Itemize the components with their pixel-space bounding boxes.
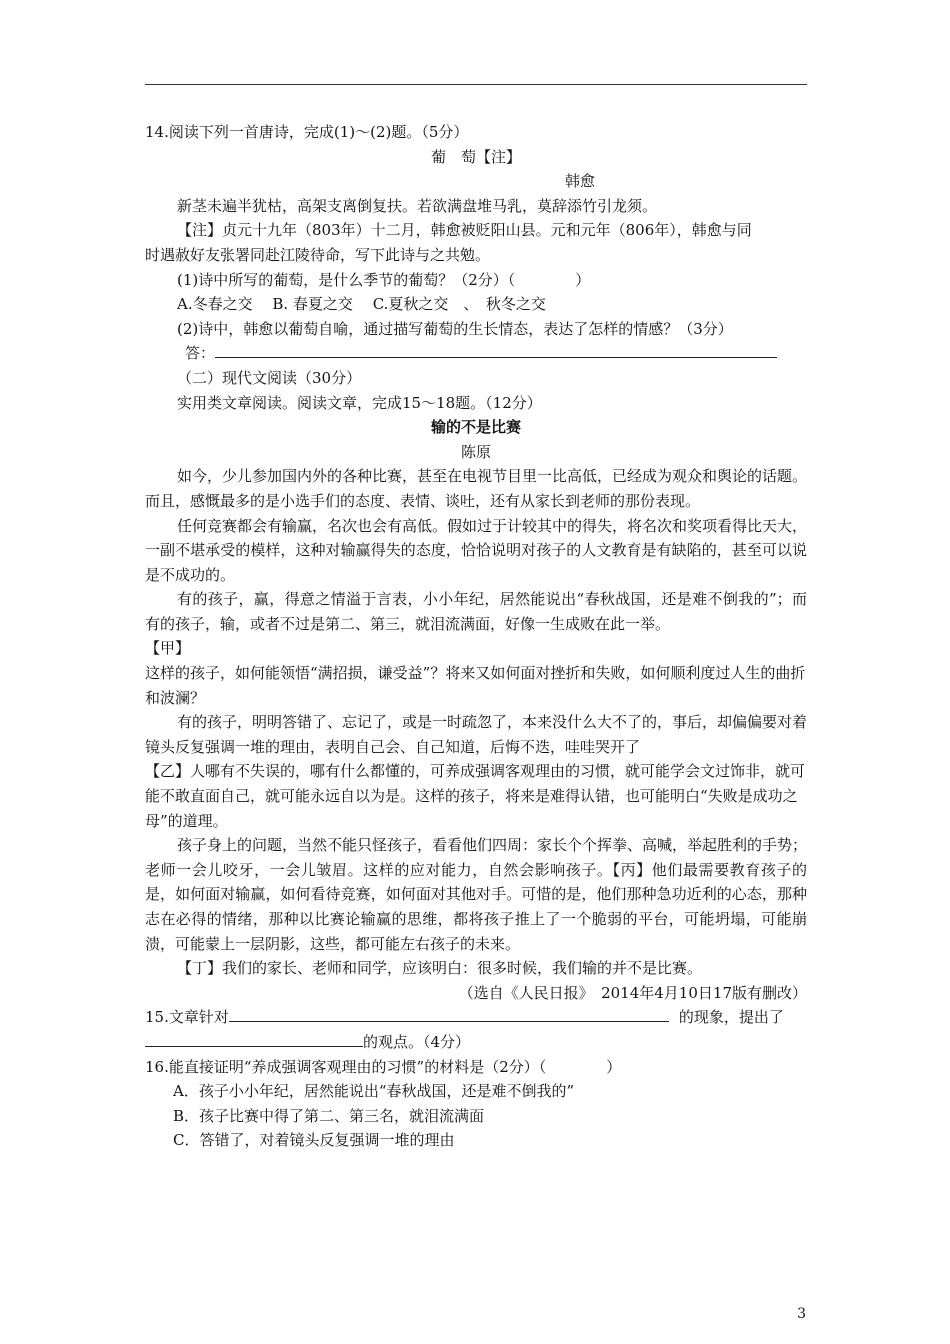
q15-blank-2[interactable] [145, 1030, 363, 1047]
q16-heading: 16.能直接证明“养成强调客观理由的习惯”的材料是（2分）（ ） [145, 1057, 622, 1076]
q15-blank-1[interactable] [229, 1005, 669, 1022]
q15-line2 [145, 1030, 807, 1055]
page-number: 3 [797, 1306, 806, 1322]
header-rule [145, 84, 807, 85]
article-paragraph-1: 如今，少儿参加国内外的各种比赛，甚至在电视节目里一比高低，已经成为观众和舆论的话题。而且，感慨最多的是小选手们的态度、表情、谈吐，还有从家长到老师的那份表现。 [145, 467, 808, 510]
section2-intro: 实用类文章阅读。阅读文章，完成15～18题。（12分） [177, 393, 542, 412]
article-author: 陈原 [460, 442, 491, 461]
marker-jia: 【甲】 [145, 639, 191, 658]
poem-note-line2: 时遇赦好友张署同赴江陵待命，写下此诗与之共勉。 [145, 245, 491, 264]
answer-label: 答： [185, 344, 216, 363]
q15-middle: 的现象，提出了 [678, 1008, 784, 1027]
article-paragraph-4: 有的孩子，明明答错了、忘记了，或是一时疏忽了，本来没什么大不了的，事后，却偏偏要对着镜头反复强调一堆的理由，表明自己会、自己知道，后悔不迭，哇哇哭开了 [145, 713, 808, 756]
poem-author: 韩愈 [565, 172, 596, 191]
q14-heading: 14.阅读下列一首唐诗，完成(1)～(2)题。（5分） [145, 123, 469, 141]
article-paragraph-4b: 【乙】人哪有不失误的，哪有什么都懂的，可养成强调客观理由的习惯，就可能学会文过饰非，就可能不敢直面自己，就可能永远自以为是。这样的孩子，将来是难得认错，也可能明白“失败是成功之母”的道理。 [145, 762, 806, 830]
q14-sub1: (1)诗中所写的葡萄，是什么季节的葡萄？（2分）（ ） [177, 270, 591, 289]
q15-prefix: 15.文章针对 [145, 1008, 229, 1027]
q16-option-a: A．孩子小小年纪，居然能说出“春秋战国，还是难不倒我的” [173, 1082, 575, 1101]
answer-blank[interactable] [215, 341, 777, 358]
article-title: 输的不是比赛 [430, 418, 521, 437]
poem-text: 新茎未遍半犹枯，高架支离倒复扶。若欲满盘堆马乳，莫辞添竹引龙须。 [177, 196, 658, 215]
q16-option-c: C．答错了，对着镜头反复强调一堆的理由 [173, 1131, 455, 1150]
q14-sub1-options: A.冬春之交 B. 春夏之交 C.夏秋之交 、 秋冬之交 [177, 295, 546, 314]
article-paragraph-5: 孩子身上的问题，当然不能只怪孩子，看看他们四周：家长个个挥拳、高喊，举起胜利的手势；老师一会儿咬牙，一会儿皱眉。这样的应对能力，自然会影响孩子。【丙】他们最需要教育孩子的是，如何面对输赢，如何看待竞赛，如何面对其他对手。可惜的是，他们那种急功近利的心态，那种志在必得的情绪，那种以比赛论输赢的思维，都将孩子推上了一个脆弱的平台，可能坍塌，可能崩溃，可能蒙上一层阴影，这些，都可能左右孩子的未来。 [145, 836, 808, 953]
article-source: （选自《人民日报》 2014年4月10日17版有删改） [458, 983, 807, 1002]
q14-sub2: (2)诗中，韩愈以葡萄自喻，通过描写葡萄的生长情态，表达了怎样的情感？（3分） [177, 319, 733, 338]
section2-heading: （二）现代文阅读（30分） [177, 368, 362, 387]
poem-note-line1: 【注】贞元十九年（803年）十二月，韩愈被贬阳山县。元和元年（806年），韩愈与同 [177, 221, 752, 240]
q16-option-b: B．孩子比赛中得了第二、第三名，就泪流满面 [173, 1106, 485, 1125]
q15-line1 [145, 1005, 807, 1030]
article-paragraph-3b: 这样的孩子，如何能领悟“满招损，谦受益”？将来又如何面对挫折和失败，如何顺利度过人生的曲折和波澜？ [145, 664, 806, 707]
q14-answer-line [145, 341, 807, 366]
article-paragraph-6: 【丁】我们的家长、老师和同学，应该明白：很多时候，我们输的并不是比赛。 [177, 959, 703, 978]
q15-suffix: 的观点。（4分） [363, 1032, 471, 1051]
poem-title: 葡 萄【注】 [430, 147, 521, 166]
page-content [145, 120, 807, 1153]
article-paragraph-3: 有的孩子，赢，得意之情溢于言表，小小年纪，居然能说出“春秋战国，还是难不倒我的”；而有的孩子，输，或者不过是第二、第三，就泪流满面，好像一生成败在此一举。 [145, 590, 807, 633]
article-paragraph-2: 任何竞赛都会有输赢，名次也会有高低。假如过于计较其中的得失，将名次和奖项看得比天大，一副不堪承受的模样，这种对输赢得失的态度，恰恰说明对孩子的人文教育是有缺陷的，甚至可以说是不成功的。 [145, 516, 808, 584]
